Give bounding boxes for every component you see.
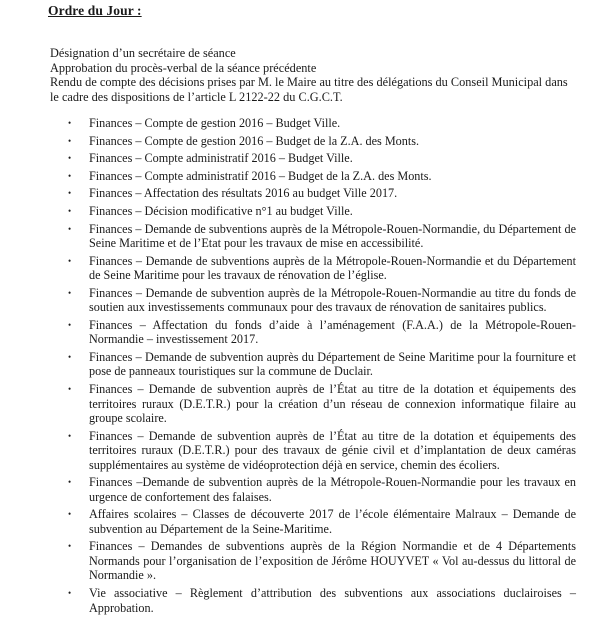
agenda-item — [68, 429, 576, 473]
agenda-item — [68, 169, 576, 184]
agenda-items-list — [68, 116, 576, 618]
agenda-item-text: Finances – Compte de gestion 2016 – Budget de la Z.A. des Monts. — [89, 133, 420, 148]
bullet-icon: • — [68, 541, 72, 552]
agenda-item-text: Finances – Compte administratif 2016 – Budget de la Z.A. des Monts. — [89, 168, 432, 183]
bullet-icon: • — [68, 188, 72, 199]
bullet-icon: • — [68, 319, 72, 330]
bullet-icon: • — [68, 287, 72, 298]
agenda-item — [68, 151, 576, 166]
bullet-icon: • — [68, 430, 72, 441]
agenda-item-text: Finances – Demande de subvention auprès de la Métropole-Rouen-Normandie au titre du fonds de soutien aux investissements communaux pour des travaux de rénovation de sanitaires publics. — [89, 285, 576, 315]
agenda-item — [68, 222, 576, 251]
bullet-icon: • — [68, 255, 72, 266]
agenda-item-text: Finances – Demande de subvention auprès de l’État au titre de la dotation et équipements des territoires ruraux (D.E.T.R.) pour des travaux de génie civil et d’implantation de deux caméras supplémentaires au système de vidéoprotection déjà en service, chemin des écoliers. — [89, 428, 576, 472]
agenda-item — [68, 134, 576, 149]
agenda-item-text: Finances – Demandes de subventions auprès de la Région Normandie et de 4 Départements Normands pour l’organisation de l’exposition de Jérôme HOUYVET « Vol au-dessus du littoral de Normandie ». — [89, 539, 576, 583]
bullet-icon: • — [68, 477, 72, 488]
agenda-item-text: Vie associative – Règlement d’attribution des subventions aux associations duclairoises – Approbation. — [89, 586, 576, 615]
agenda-item — [68, 475, 576, 504]
agenda-item-text: Finances – Demande de subventions auprès de la Métropole-Rouen-Normandie, du Département de Seine Maritime et de l’Etat pour les travaux de mise en accessibilité. — [89, 221, 576, 251]
agenda-item — [68, 586, 576, 615]
bullet-icon: • — [68, 351, 72, 362]
agenda-item-text: Finances – Compte administratif 2016 – Budget Ville. — [89, 151, 353, 166]
agenda-item — [68, 539, 576, 583]
agenda-item-text: Finances – Compte de gestion 2016 – Budget Ville. — [89, 116, 341, 130]
bullet-icon: • — [68, 170, 72, 181]
intro-line-report: Rendu de compte des décisions prises par M. le Maire au titre des délégations du Conseil Municipal dans le cadre des dispositions de l’article L 2122-22 du C.G.C.T. — [50, 75, 568, 104]
agenda-item — [68, 254, 576, 283]
agenda-item-text: Finances –Demande de subvention auprès de la Métropole-Rouen-Normandie pour les travaux en urgence de confortement des falaises. — [89, 475, 576, 504]
intro-line-approval: Approbation du procès-verbal de la séance précédente — [50, 60, 317, 75]
agenda-item-text: Finances – Affectation des résultats 2016 au budget Ville 2017. — [89, 186, 398, 201]
agenda-item-text: Finances – Demande de subventions auprès de la Métropole-Rouen-Normandie et du Département de Seine Maritime pour les travaux de rénovation de l’église. — [89, 253, 576, 283]
agenda-item-text: Finances – Demande de subvention auprès du Département de Seine Maritime pour la fourniture et pose de panneaux touristiques sur la commune de Duclair. — [89, 349, 576, 379]
bullet-icon: • — [68, 223, 72, 234]
bullet-icon: • — [68, 205, 72, 216]
agenda-item-text: Finances – Demande de subvention auprès de l’État au titre de la dotation et équipements des territoires ruraux (D.E.T.R.) pour la création d’un réseau de connexion informatique filaire au groupe scolaire. — [89, 382, 576, 426]
bullet-icon: • — [68, 384, 72, 395]
bullet-icon: • — [68, 588, 72, 598]
agenda-title: Ordre du Jour : — [48, 3, 142, 18]
agenda-item — [68, 507, 576, 536]
agenda-item — [68, 350, 576, 379]
intro-line-secretary: Désignation d’un secrétaire de séance — [50, 46, 236, 60]
agenda-item — [68, 286, 576, 315]
agenda-item — [68, 116, 576, 131]
agenda-item-text: Finances – Affectation du fonds d’aide à l’aménagement (F.A.A.) de la Métropole-Rouen-Normandie – investissement 2017. — [89, 317, 576, 347]
agenda-item — [68, 204, 576, 219]
agenda-item-text: Affaires scolaires – Classes de découverte 2017 de l’école élémentaire Malraux – Demande de subvention au Département de la Seine-Maritime. — [89, 507, 576, 536]
bullet-icon: • — [68, 118, 72, 128]
agenda-item-text: Finances – Décision modificative n°1 au budget Ville. — [89, 203, 353, 218]
bullet-icon: • — [68, 509, 72, 520]
intro-block — [50, 46, 570, 104]
bullet-icon: • — [68, 153, 72, 164]
agenda-item — [68, 382, 576, 426]
bullet-icon: • — [68, 135, 72, 146]
agenda-item — [68, 318, 576, 347]
agenda-item — [68, 186, 576, 201]
